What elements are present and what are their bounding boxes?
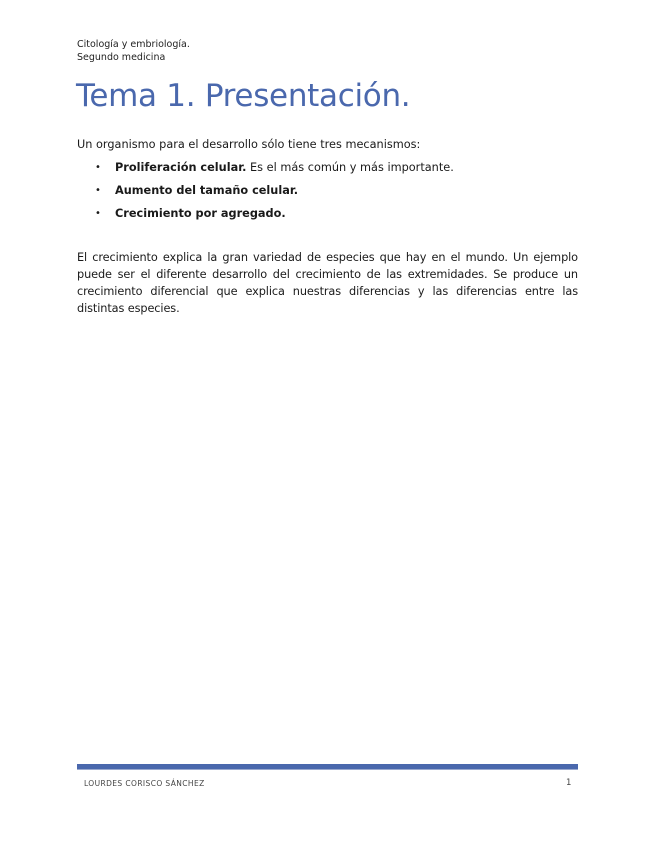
- footer-divider: [77, 764, 578, 770]
- list-item: [77, 160, 454, 183]
- list-item-bold: Crecimiento por agregado.: [115, 207, 286, 220]
- page-title: Tema 1. Presentación.: [76, 78, 411, 114]
- mechanisms-list: [77, 160, 454, 229]
- list-item: [77, 183, 454, 206]
- header-year: Segundo medicina: [77, 52, 166, 63]
- document-header: [77, 38, 190, 64]
- list-item-text: Es el más común y más importante.: [246, 161, 454, 174]
- bullet-icon: •: [95, 185, 101, 196]
- list-item-bold: Aumento del tamaño celular.: [115, 184, 299, 197]
- header-course: Citología y embriología.: [77, 39, 190, 50]
- body-paragraph: El crecimiento explica la gran variedad de especies que hay en el mundo. Un ejemplo puede ser el diferente desarrollo del crecimiento de las extremidades. Se produce un crecimiento diferencial que explica nuestras diferencias y las diferencias entre las distintas especies.: [77, 251, 578, 315]
- bullet-icon: •: [95, 208, 101, 219]
- footer-author: LOURDES CORISCO SÁNCHEZ: [84, 779, 205, 788]
- list-item: [77, 206, 454, 229]
- list-item-bold: Proliferación celular.: [115, 161, 247, 174]
- page-number: 1: [566, 778, 572, 788]
- bullet-icon: •: [95, 162, 101, 173]
- intro-text: Un organismo para el desarrollo sólo tiene tres mecanismos:: [77, 138, 421, 151]
